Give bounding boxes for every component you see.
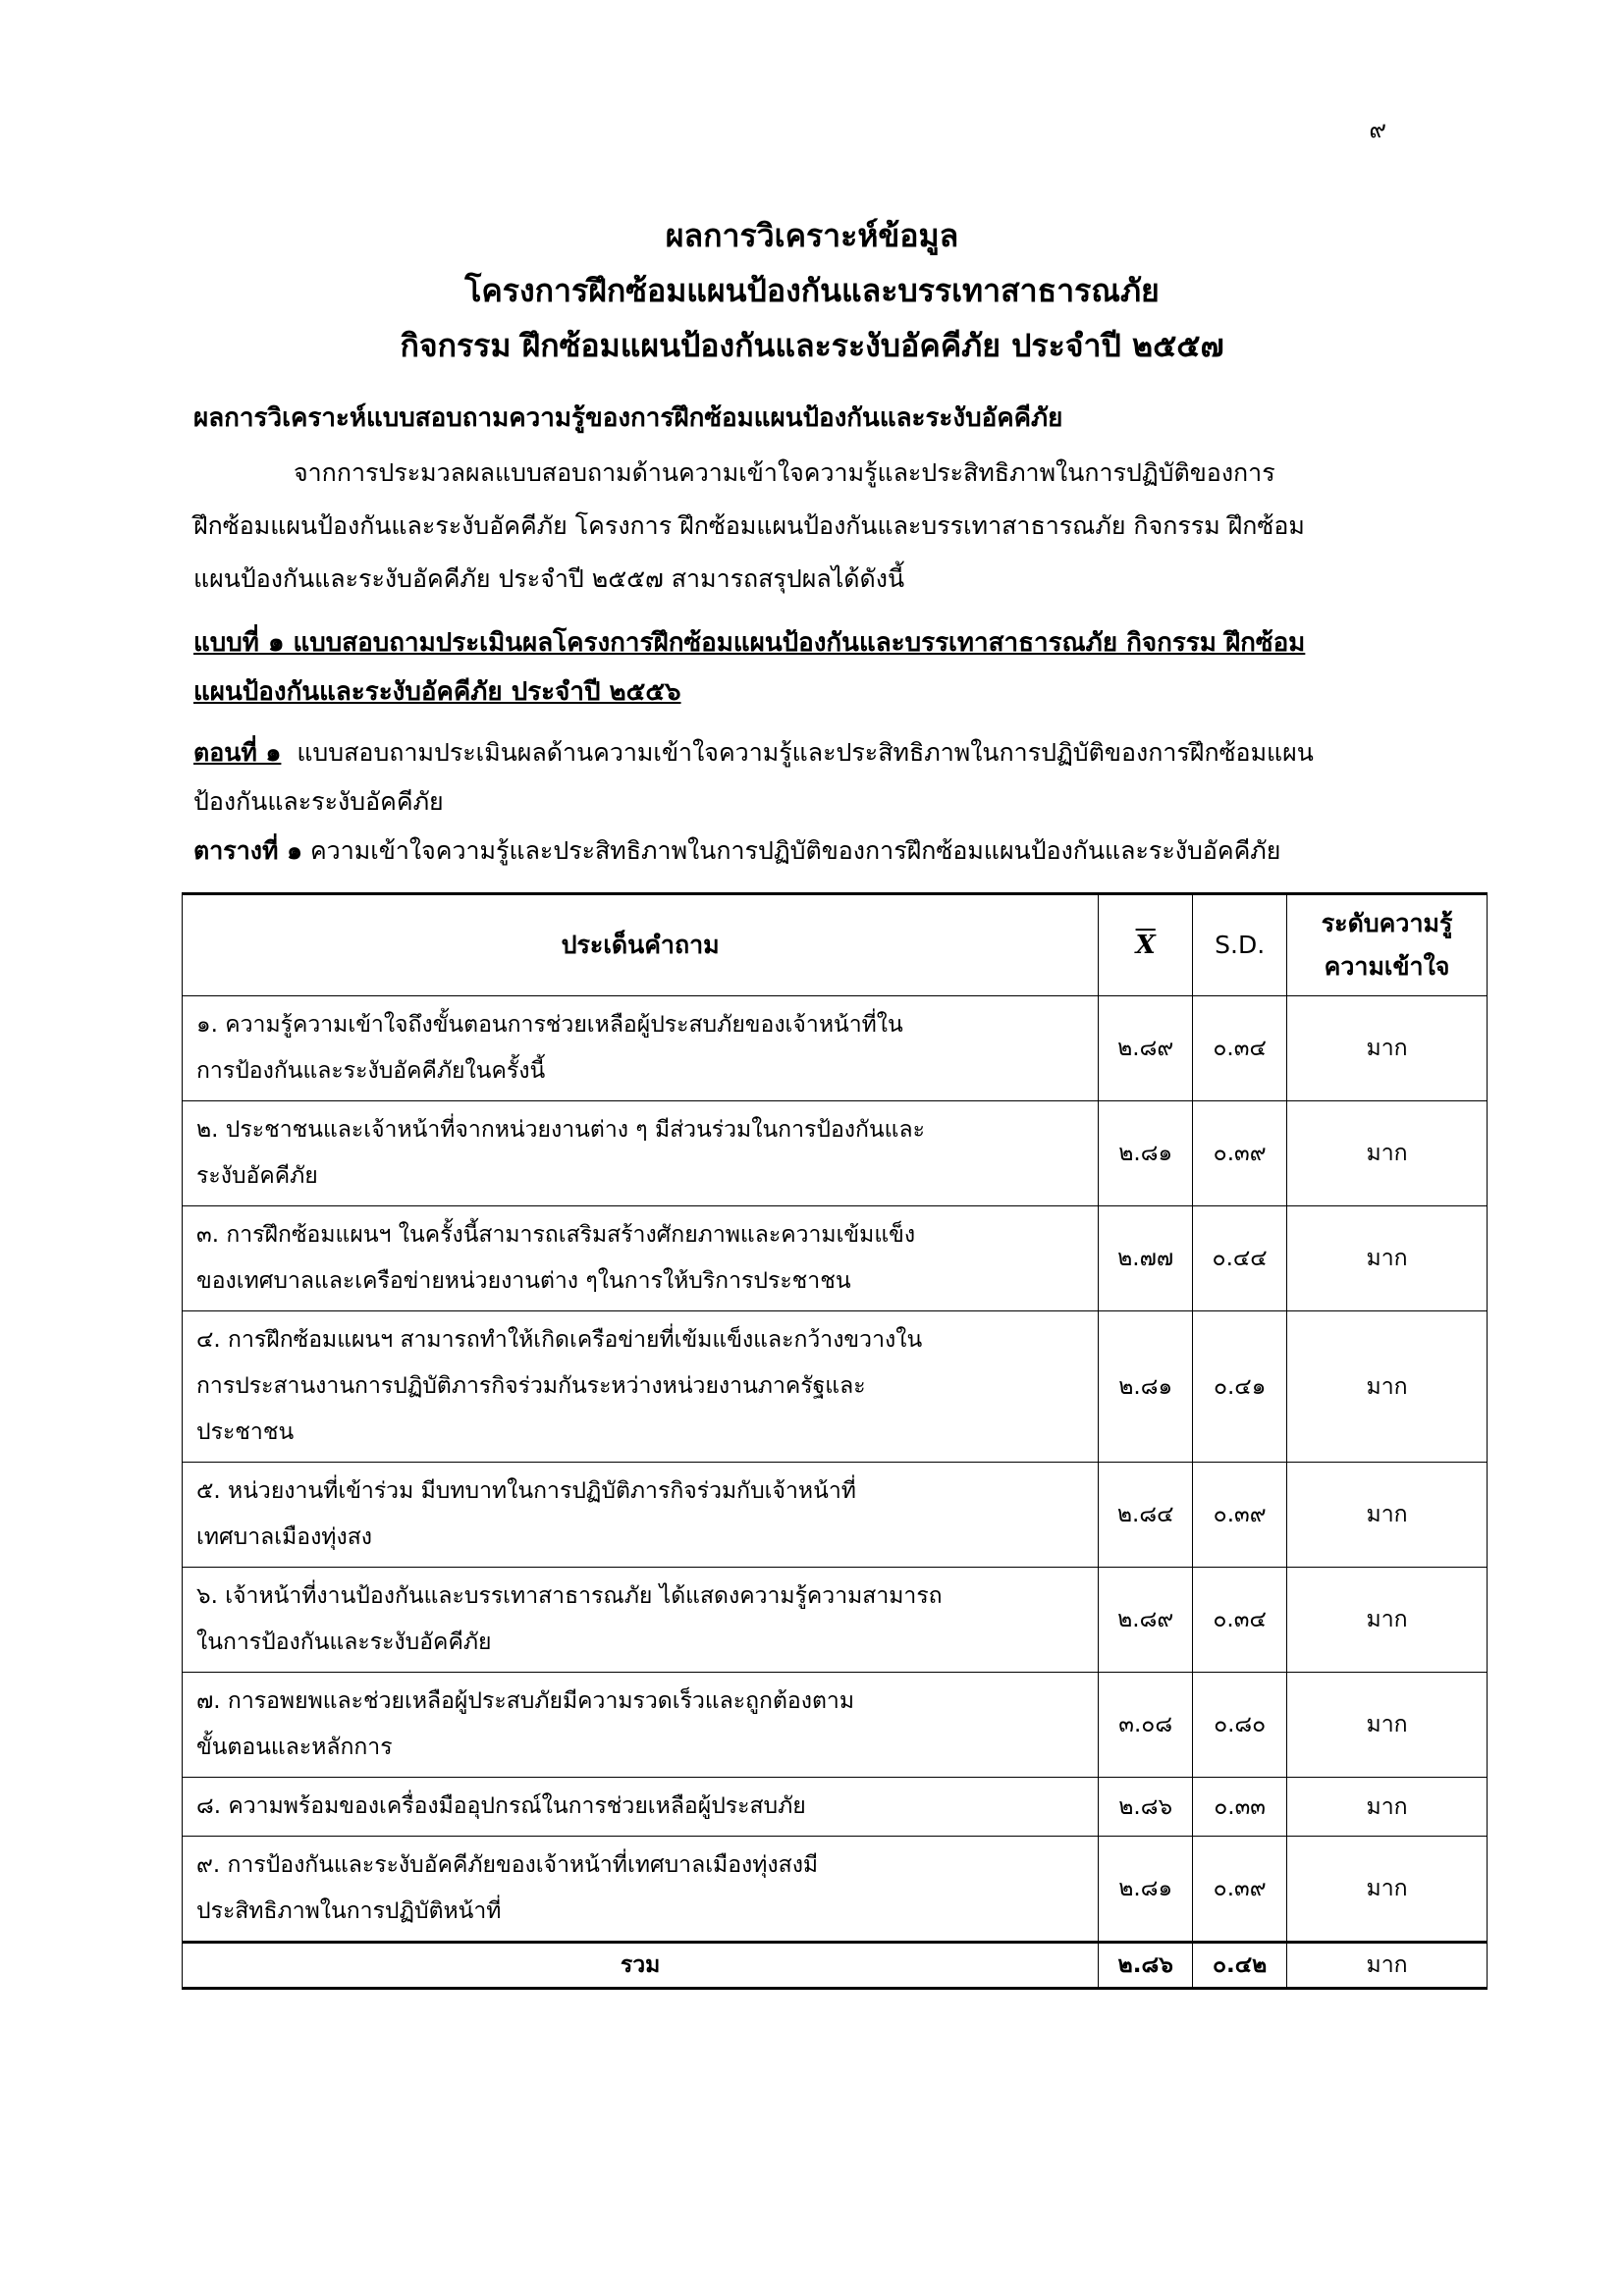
mean-cell: ๒.๘๙ [1099, 1568, 1193, 1673]
page-number: ๙ [1369, 116, 1386, 143]
question-text-line: ของเทศบาลและเครือข่ายหน่วยงานต่าง ๆในการให้บริการประชาชน [196, 1268, 851, 1294]
table-row [183, 1311, 1488, 1463]
mean-cell: ๒.๘๑ [1099, 1101, 1193, 1206]
title-line-1: ผลการวิเคราะห์ข้อมูล [665, 217, 959, 254]
title-line-2: โครงการฝึกซ้อมแผนป้องกันและบรรเทาสาธารณภัย [464, 272, 1160, 309]
intro-line-3: แผนป้องกันและระงับอัคคีภัย ประจำปี ๒๕๕๗ สามารถสรุปผลได้ดังนี้ [193, 564, 905, 593]
question-cell [183, 1778, 1099, 1837]
header-mean [1099, 894, 1193, 996]
sd-cell: ๐.๓๙ [1193, 1463, 1287, 1568]
level-cell: มาก [1287, 1463, 1488, 1568]
level-cell: มาก [1287, 1101, 1488, 1206]
total-row [183, 1943, 1488, 1989]
level-cell: มาก [1287, 996, 1488, 1101]
question-text-line: เทศบาลเมืองทุ่งสง [196, 1524, 372, 1550]
sd-cell: ๐.๓๙ [1193, 1101, 1287, 1206]
question-text-line: ขั้นตอนและหลักการ [196, 1735, 393, 1760]
level-cell: มาก [1287, 1837, 1488, 1943]
sd-cell: ๐.๓๓ [1193, 1778, 1287, 1837]
sd-cell: ๐.๔๑ [1193, 1311, 1287, 1463]
mean-cell: ๒.๘๖ [1099, 1778, 1193, 1837]
question-cell [183, 1673, 1099, 1778]
total-label: รวม [183, 1943, 1099, 1989]
section-heading: ผลการวิเคราะห์แบบสอบถามความรู้ของการฝึกซ้อมแผนป้องกันและระงับอัคคีภัย [193, 403, 1063, 433]
question-text-line: ๖. เจ้าหน้าที่งานป้องกันและบรรเทาสาธารณภัย ได้แสดงความรู้ความสามารถ [196, 1583, 943, 1609]
document-titles [0, 208, 1624, 373]
question-text-line: ๔. การฝึกซ้อมแผนฯ สามารถทำให้เกิดเครือข่ายที่เข้มแข็งและกว้างขวางใน [196, 1327, 923, 1353]
results-table [182, 892, 1488, 1990]
mean-cell: ๒.๗๗ [1099, 1206, 1193, 1311]
table-row [183, 1463, 1488, 1568]
title-line-3: กิจกรรม ฝึกซ้อมแผนป้องกันและระงับอัคคีภัย ประจำปี ๒๕๕๗ [400, 327, 1224, 364]
total-level: มาก [1287, 1943, 1488, 1989]
question-text-line: ๓. การฝึกซ้อมแผนฯ ในครั้งนี้สามารถเสริมสร้างศักยภาพและความเข้มแข็ง [196, 1222, 916, 1248]
header-level-line-2: ความเข้าใจ [1324, 952, 1450, 981]
question-cell [183, 1568, 1099, 1673]
question-text-line: ในการป้องกันและระงับอัคคีภัย [196, 1629, 492, 1655]
level-cell: มาก [1287, 1206, 1488, 1311]
question-cell [183, 1206, 1099, 1311]
table-row [183, 1206, 1488, 1311]
table-caption-label: ตารางที่ ๑ [193, 836, 302, 865]
sd-cell: ๐.๓๔ [1193, 1568, 1287, 1673]
table-header-row [183, 894, 1488, 996]
question-text-line: ๘. ความพร้อมของเครื่องมืออุปกรณ์ในการช่วยเหลือผู้ประสบภัย [196, 1793, 806, 1819]
table-row [183, 1101, 1488, 1206]
table-row [183, 996, 1488, 1101]
level-cell: มาก [1287, 1311, 1488, 1463]
level-cell: มาก [1287, 1673, 1488, 1778]
question-cell [183, 1311, 1099, 1463]
question-text-line: การป้องกันและระงับอัคคีภัยในครั้งนี้ [196, 1058, 546, 1084]
intro-line-1: จากการประมวลผลแบบสอบถามด้านความเข้าใจความรู้และประสิทธิภาพในการปฏิบัติของการ [294, 458, 1275, 487]
form-heading [193, 618, 1440, 717]
mean-cell: ๒.๘๙ [1099, 996, 1193, 1101]
sd-cell: ๐.๔๔ [1193, 1206, 1287, 1311]
header-question: ประเด็นคำถาม [183, 894, 1099, 996]
question-text-line: ระงับอัคคีภัย [196, 1163, 318, 1189]
mean-cell: ๒.๘๔ [1099, 1463, 1193, 1568]
table-body [183, 996, 1488, 1989]
sd-cell: ๐.๓๙ [1193, 1837, 1287, 1943]
part-label: ตอนที่ ๑ [193, 738, 282, 767]
mean-cell: ๒.๘๑ [1099, 1311, 1193, 1463]
part-text-line-1: แบบสอบถามประเมินผลด้านความเข้าใจความรู้และประสิทธิภาพในการปฏิบัติของการฝึกซ้อมแผน [297, 738, 1314, 767]
form-heading-line-1: แบบที่ ๑ แบบสอบถามประเมินผลโครงการฝึกซ้อมแผนป้องกันและบรรเทาสาธารณภัย กิจกรรม ฝึกซ้อม [193, 628, 1306, 658]
table-row [183, 1568, 1488, 1673]
question-text-line: ๕. หน่วยงานที่เข้าร่วม มีบทบาทในการปฏิบัติภารกิจร่วมกับเจ้าหน้าที่ [196, 1478, 856, 1504]
header-sd: S.D. [1193, 894, 1287, 996]
table-caption [193, 827, 1440, 876]
sd-cell: ๐.๘๐ [1193, 1673, 1287, 1778]
mean-cell: ๓.๐๘ [1099, 1673, 1193, 1778]
part-text-line-2: ป้องกันและระงับอัคคีภัย [193, 787, 444, 816]
question-cell [183, 1463, 1099, 1568]
intro-paragraph [193, 447, 1431, 606]
table-row [183, 1673, 1488, 1778]
question-cell [183, 1837, 1099, 1943]
total-sd: ๐.๔๒ [1193, 1943, 1287, 1989]
question-cell [183, 1101, 1099, 1206]
question-text-line: ๑. ความรู้ความเข้าใจถึงขั้นตอนการช่วยเหลือผู้ประสบภัยของเจ้าหน้าที่ใน [196, 1012, 903, 1038]
part-description [193, 728, 1440, 827]
sd-cell: ๐.๓๔ [1193, 996, 1287, 1101]
level-cell: มาก [1287, 1778, 1488, 1837]
total-mean: ๒.๘๖ [1099, 1943, 1193, 1989]
question-text-line: ๒. ประชาชนและเจ้าหน้าที่จากหน่วยงานต่าง ๆ มีส่วนร่วมในการป้องกันและ [196, 1117, 925, 1143]
question-text-line: ๗. การอพยพและช่วยเหลือผู้ประสบภัยมีความรวดเร็วและถูกต้องตาม [196, 1688, 854, 1714]
header-level [1287, 894, 1488, 996]
intro-line-2: ฝึกซ้อมแผนป้องกันและระงับอัคคีภัย โครงการ ฝึกซ้อมแผนป้องกันและบรรเทาสาธารณภัย กิจกรรม ฝึกซ้อม [193, 511, 1305, 540]
question-text-line: ๙. การป้องกันและระงับอัคคีภัยของเจ้าหน้าที่เทศบาลเมืองทุ่งสงมี [196, 1852, 819, 1878]
mean-symbol: $\overline{X}$ [1135, 931, 1156, 960]
mean-cell: ๒.๘๑ [1099, 1837, 1193, 1943]
question-cell [183, 996, 1099, 1101]
question-text-line: การประสานงานการปฏิบัติภารกิจร่วมกันระหว่างหน่วยงานภาครัฐและ [196, 1373, 866, 1399]
table-caption-text: ความเข้าใจความรู้และประสิทธิภาพในการปฏิบัติของการฝึกซ้อมแผนป้องกันและระงับอัคคีภัย [309, 836, 1281, 865]
level-cell: มาก [1287, 1568, 1488, 1673]
table-row [183, 1837, 1488, 1943]
question-text-line: ประชาชน [196, 1419, 295, 1445]
table-row [183, 1778, 1488, 1837]
question-text-line: ประสิทธิภาพในการปฏิบัติหน้าที่ [196, 1898, 502, 1924]
header-level-line-1: ระดับความรู้ [1321, 909, 1453, 937]
form-heading-line-2: แผนป้องกันและระงับอัคคีภัย ประจำปี ๒๕๕๖ [193, 677, 681, 707]
